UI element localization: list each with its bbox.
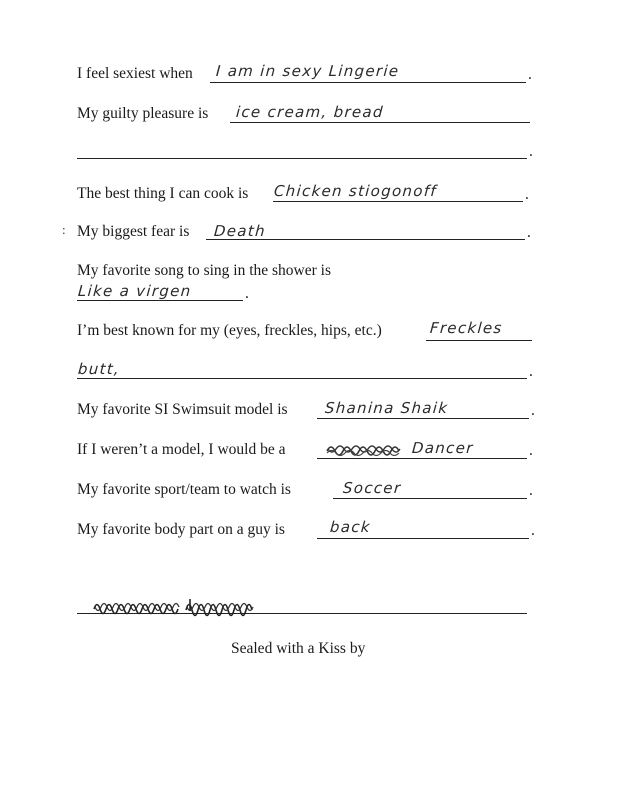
answer-line: [210, 82, 526, 83]
question-label: My guilty pleasure is: [77, 105, 209, 122]
period: .: [525, 186, 529, 203]
scribbled-out-word: [325, 441, 403, 457]
question-label: The best thing I can cook is: [77, 185, 249, 202]
period: .: [529, 143, 533, 160]
question-label: My favorite SI Swimsuit model is: [77, 401, 288, 418]
answer-line: [317, 418, 529, 419]
handwritten-answer: Like a virgen: [77, 282, 193, 300]
question-label: I’m best known for my (eyes, freckles, hips, etc.): [77, 322, 382, 339]
answer-line: [317, 458, 527, 459]
period: .: [531, 402, 535, 419]
question-label: My favorite song to sing in the shower is: [77, 262, 332, 279]
answer-line: [273, 201, 523, 202]
handwritten-answer: Dancer: [411, 439, 475, 457]
period: .: [529, 363, 533, 380]
period: .: [531, 522, 535, 539]
handwritten-answer: Death: [213, 222, 267, 240]
answer-line: [426, 340, 532, 341]
answer-line: [77, 158, 527, 159]
handwritten-answer: Freckles: [429, 319, 504, 337]
question-label: If I weren’t a model, I would be a: [77, 441, 286, 458]
handwritten-answer: Chicken stiogonoff: [273, 182, 438, 200]
margin-mark: :: [62, 222, 66, 237]
handwritten-answer: Soccer: [342, 479, 403, 497]
period: .: [527, 224, 531, 241]
period: .: [529, 482, 533, 499]
sealed-with-a-kiss-label: Sealed with a Kiss by: [231, 640, 366, 657]
period: .: [529, 442, 533, 459]
answer-line: [230, 122, 530, 123]
handwritten-answer: Shanina Shaik: [324, 399, 449, 417]
question-label: I feel sexiest when: [77, 65, 193, 82]
answer-line: [317, 538, 529, 539]
answer-line: [77, 300, 243, 301]
handwritten-answer: butt,: [77, 360, 121, 378]
period: .: [245, 285, 249, 302]
question-label: My biggest fear is: [77, 223, 190, 240]
answer-line: [77, 378, 527, 379]
question-label: My favorite sport/team to watch is: [77, 481, 291, 498]
signature-line: [77, 613, 527, 614]
question-label: My favorite body part on a guy is: [77, 521, 285, 538]
period: .: [528, 66, 532, 83]
handwritten-answer: I am in sexy Lingerie: [215, 62, 401, 80]
answer-line: [333, 498, 527, 499]
handwritten-answer: ice cream, bread: [235, 103, 385, 121]
handwritten-answer: back: [329, 518, 372, 536]
